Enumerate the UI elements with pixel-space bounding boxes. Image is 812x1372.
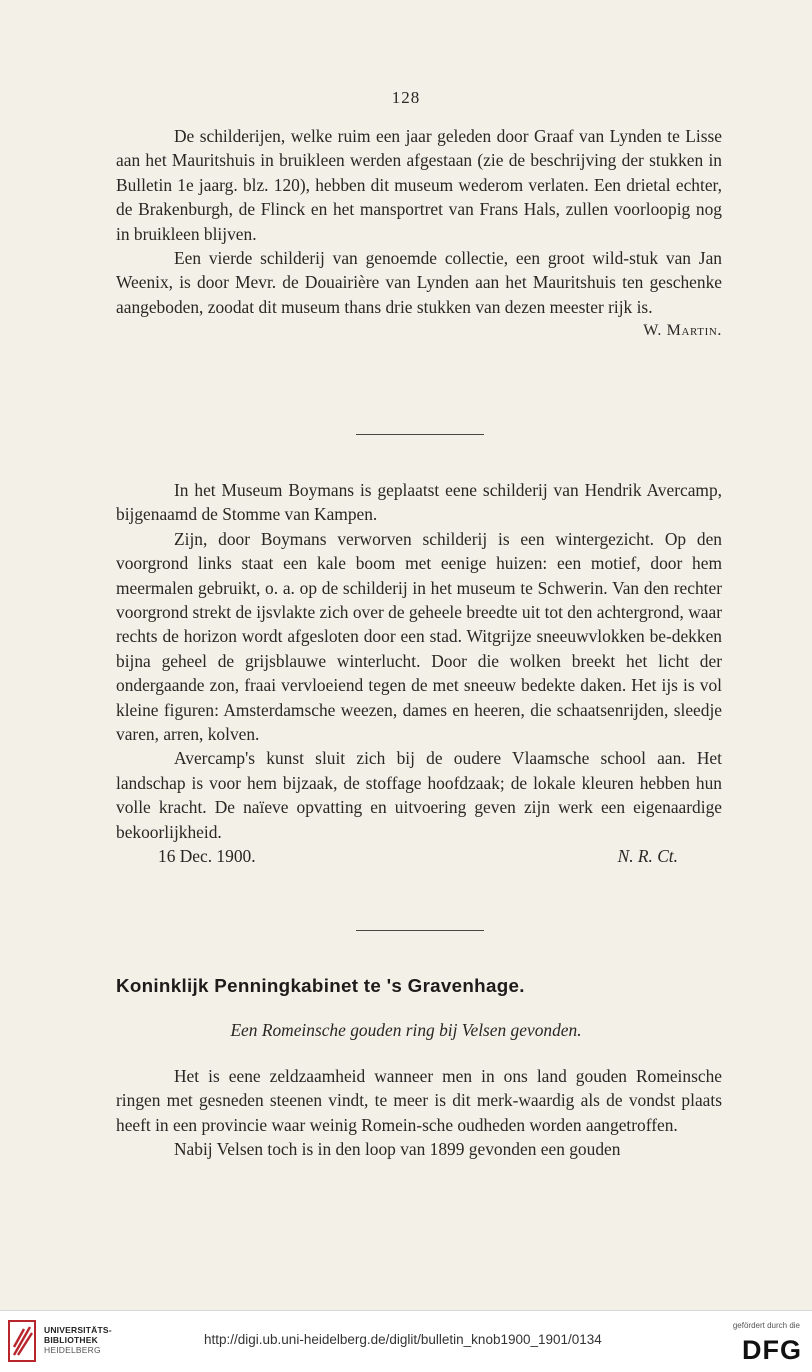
signature-text: W. Martin.	[643, 322, 722, 340]
paragraph: Het is eene zeldzaamheid wanneer men in ons land gouden Romeinsche ringen met gesneden steenen vindt, te meer is dit merk-waardig als de vondst plaats heeft in een provincie waar weinig Romein-sche oudheden worden aangetroffen.	[116, 1066, 722, 1135]
paragraph: De schilderijen, welke ruim een jaar geleden door Graaf van Lynden te Lisse aan het Mauritshuis in bruikleen werden afgestaan (zie de beschrijving der stukken in Bulletin 1e jaarg. blz. 120), hebben dit museum wederom verlaten. Een drietal echter, de Brakenburgh, de Flinck en het mansportret van Frans Hals, zullen voorloopig nog in bruikleen blijven.	[116, 126, 722, 244]
university-library-name	[44, 1325, 112, 1355]
signature: N. R. Ct.	[617, 846, 678, 867]
paragraph: Zijn, door Boymans verworven schilderij is een wintergezicht. Op den voorgrond links staat een kale boom met eenige huizen: een motief, door hem meermalen gebruikt, o. a. op de schilderij in het museum te Schwerin. Van den rechter voorgrond strekt de ijsvlakte zich over de geheele breedte uit tot den achtergrond, waar rechts de horizon wordt afgesloten door een stad. Witgrijze sneeuwvlokken be-dekken bijna geheel de grijsblauwe winterlucht. Door die wolken breekt het licht der ondergaande zon, fraai vervloeiend tegen de met sneeuw bedekte daken. Het ijs is vol kleine figuren: Amsterdamsche weezen, dames en heeren, die schaatsenrijden, sleedje varen, arren, kolven.	[116, 528, 722, 745]
library-line: UNIVERSITÄTS-	[44, 1325, 112, 1335]
article-avercamp	[116, 478, 722, 868]
article-date: 16 Dec. 1900.	[158, 846, 256, 867]
permalink-url[interactable]: http://digi.ub.uni-heidelberg.de/diglit/bulletin_knob1900_1901/0134	[204, 1332, 602, 1347]
funded-by-label: gefördert durch die	[732, 1321, 800, 1330]
viewer-footer	[0, 1310, 812, 1372]
section-heading: Koninklijk Penningkabinet te 's Gravenhage.	[116, 975, 525, 996]
university-library-logo-icon[interactable]	[8, 1319, 38, 1368]
section-subheading: Een Romeinsche gouden ring bij Velsen gevonden.	[230, 1020, 582, 1040]
section-divider	[356, 930, 484, 931]
library-line: HEIDELBERG	[44, 1345, 101, 1355]
dateline	[116, 844, 722, 868]
dfg-logo[interactable]: DFG	[742, 1335, 802, 1365]
paragraph: In het Museum Boymans is geplaatst eene schilderij van Hendrik Avercamp, bijgenaamd de Stomme van Kampen.	[116, 480, 722, 525]
paragraph: Avercamp's kunst sluit zich bij de oudere Vlaamsche school aan. Het landschap is voor hem bijzaak, de stoffage hoofdzaak; de lokale kleuren hebben hun volle kracht. De naïeve opvatting en uitvoering geven zijn werk een eigenaardige bekoorlijkheid.	[116, 748, 722, 842]
page-number: 128	[391, 88, 421, 107]
article-van-lynden	[116, 124, 722, 343]
paragraph: Nabij Velsen toch is in den loop van 1899 gevonden een gouden	[174, 1139, 621, 1160]
section-divider	[356, 434, 484, 435]
signature	[116, 319, 722, 343]
article-romeinsche-ring	[116, 1064, 722, 1162]
paragraph: Een vierde schilderij van genoemde collectie, een groot wild-stuk van Jan Weenix, is door Mevr. de Douairière van Lynden aan het Mauritshuis ten geschenke aangeboden, zoodat dit museum thans drie stukken van dezen meester rijk is.	[116, 248, 722, 317]
library-line: BIBLIOTHEK	[44, 1335, 98, 1345]
